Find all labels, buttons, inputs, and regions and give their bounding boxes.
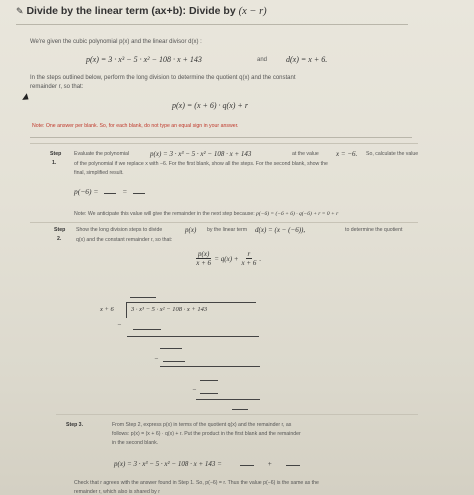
step3-eq-lhs: p(x) = 3 · x³ − 5 · x² − 108 · x + 143 =	[114, 460, 222, 468]
step1-value: x = −6.	[336, 150, 358, 158]
step2-p: p(x)	[185, 226, 197, 234]
minus-sign-1: −	[117, 321, 122, 329]
step3-check-2: remainder r, which also is shared by r	[74, 489, 160, 495]
step2-label: Step	[54, 227, 66, 233]
and-text: and	[257, 57, 268, 63]
identity-equation: p(x) = (x + 6) · q(x) + r	[172, 101, 248, 110]
step1-result-blank[interactable]	[133, 187, 145, 194]
step2-top-border	[30, 222, 418, 224]
subtract-blank-1[interactable]	[133, 329, 161, 330]
subtract-blank-2[interactable]	[163, 361, 185, 362]
subtract-rule-2	[160, 366, 260, 367]
mouse-cursor-icon	[22, 93, 31, 102]
title-math: (x − r)	[238, 6, 267, 17]
step2-number: 2.	[57, 236, 62, 242]
fraction-denominator: x + 6	[196, 259, 212, 267]
pencil-icon: ✎	[16, 6, 24, 16]
step2-eq: = q(x) +	[214, 254, 239, 263]
step1-line-2: of the polynomial if we replace x with −6. For the first blank, show all the steps. For the second blank, show the	[74, 161, 328, 167]
minus-sign-3: −	[192, 386, 197, 394]
subtract-blank-3[interactable]	[200, 393, 218, 394]
quotient-blank-line[interactable]	[130, 297, 156, 298]
step1-polynomial: p(x) = 3 · x³ − 5 · x² − 108 · x + 143	[150, 150, 252, 158]
step1-text-3: So, calculate the value	[366, 151, 419, 157]
step3-product-blank[interactable]	[240, 459, 254, 466]
intro-given: We're given the cubic polynomial p(x) and the linear divisor d(x) :	[30, 39, 202, 45]
step2-fraction-left	[196, 250, 211, 267]
fraction-numerator: p(x)	[198, 250, 210, 258]
remainder-blank-1[interactable]	[160, 348, 182, 349]
step3-check-1: Check that r agrees with the answer found in Step 1. So, p(−6) = r. Thus the value p(−6) is the same as the	[74, 480, 319, 486]
step1-equals: =	[122, 187, 128, 196]
p-definition: p(x) = 3 · x³ − 5 · x² − 108 · x + 143	[86, 55, 202, 64]
step1-label: Step	[50, 151, 62, 157]
step1-note: Note: We anticipate this value will give the remainder in the next step because:	[74, 211, 255, 217]
step2-line-2: q(x) and the constant remainder r, so that:	[76, 237, 173, 243]
step3-top-border	[56, 414, 418, 416]
step1-note-math: p(−6) = (−6 + 6) · q(−6) + r = 0 + r	[256, 211, 339, 217]
title-text: Divide by the linear term (ax+b): Divide by	[26, 5, 236, 17]
step1-line-3: final, simplified result.	[74, 170, 124, 176]
division-dividend: 3 · x³ − 5 · x² − 108 · x + 143	[131, 306, 208, 313]
step2-fraction-right	[242, 250, 257, 267]
step3-plus: +	[267, 460, 273, 468]
step3-line-2: follows: p(x) = (x + 6) · q(x) + r. Put the product in the first blank and the remainder	[112, 431, 301, 437]
d-definition: d(x) = x + 6.	[286, 55, 328, 64]
step1-top-border	[30, 143, 418, 145]
step1-text-1: Evaluate the polynomial	[74, 151, 130, 157]
step1-eval-row	[74, 187, 149, 196]
step1-note-row	[74, 211, 338, 217]
step2-divisor-def: d(x) = (x − (−6)),	[255, 226, 306, 234]
division-bracket	[126, 302, 127, 318]
steps-text-2: remainder r, so that:	[30, 84, 84, 90]
step3-line-1: From Step 2, express p(x) in terms of the quotient q(x) and the remainder r, as	[112, 422, 292, 428]
step1-eval-lhs: p(−6) =	[74, 187, 99, 196]
step2-text-2: by the linear term	[207, 227, 248, 233]
step3-line-3: in the second blank.	[112, 440, 159, 446]
fraction2-denominator: x + 6	[241, 259, 257, 267]
title-divider	[16, 24, 408, 25]
steps-text-1: In the steps outlined below, perform the long division to determine the quotient q(x) and the constant	[30, 75, 296, 81]
fraction2-numerator: r	[247, 250, 251, 258]
final-remainder-blank[interactable]	[232, 409, 248, 410]
step2-text-1: Show the long division steps to divide	[76, 227, 163, 233]
subtract-rule-1	[127, 336, 259, 337]
step2-fraction-identity	[196, 250, 261, 267]
step3-label: Step 3.	[66, 422, 84, 428]
subtract-rule-3	[196, 399, 260, 400]
page-title	[16, 5, 267, 17]
step1-steps-blank[interactable]	[104, 187, 116, 194]
step3-eq-row	[114, 459, 304, 468]
remainder-blank-2[interactable]	[200, 380, 218, 381]
step2-text-3: to determine the quotient	[345, 227, 403, 233]
division-divisor: x + 6	[100, 306, 114, 313]
step1-number: 1.	[52, 160, 57, 166]
minus-sign-2: −	[154, 355, 159, 363]
answer-note: Note: One answer per blank. So, for each blank, do not type an equal sign in your answer.	[32, 123, 239, 129]
division-bar	[126, 302, 256, 303]
intro-divider	[30, 137, 412, 138]
step2-period: .	[259, 254, 262, 263]
step1-text-2: at the value	[292, 151, 319, 157]
step3-remainder-blank[interactable]	[286, 459, 300, 466]
